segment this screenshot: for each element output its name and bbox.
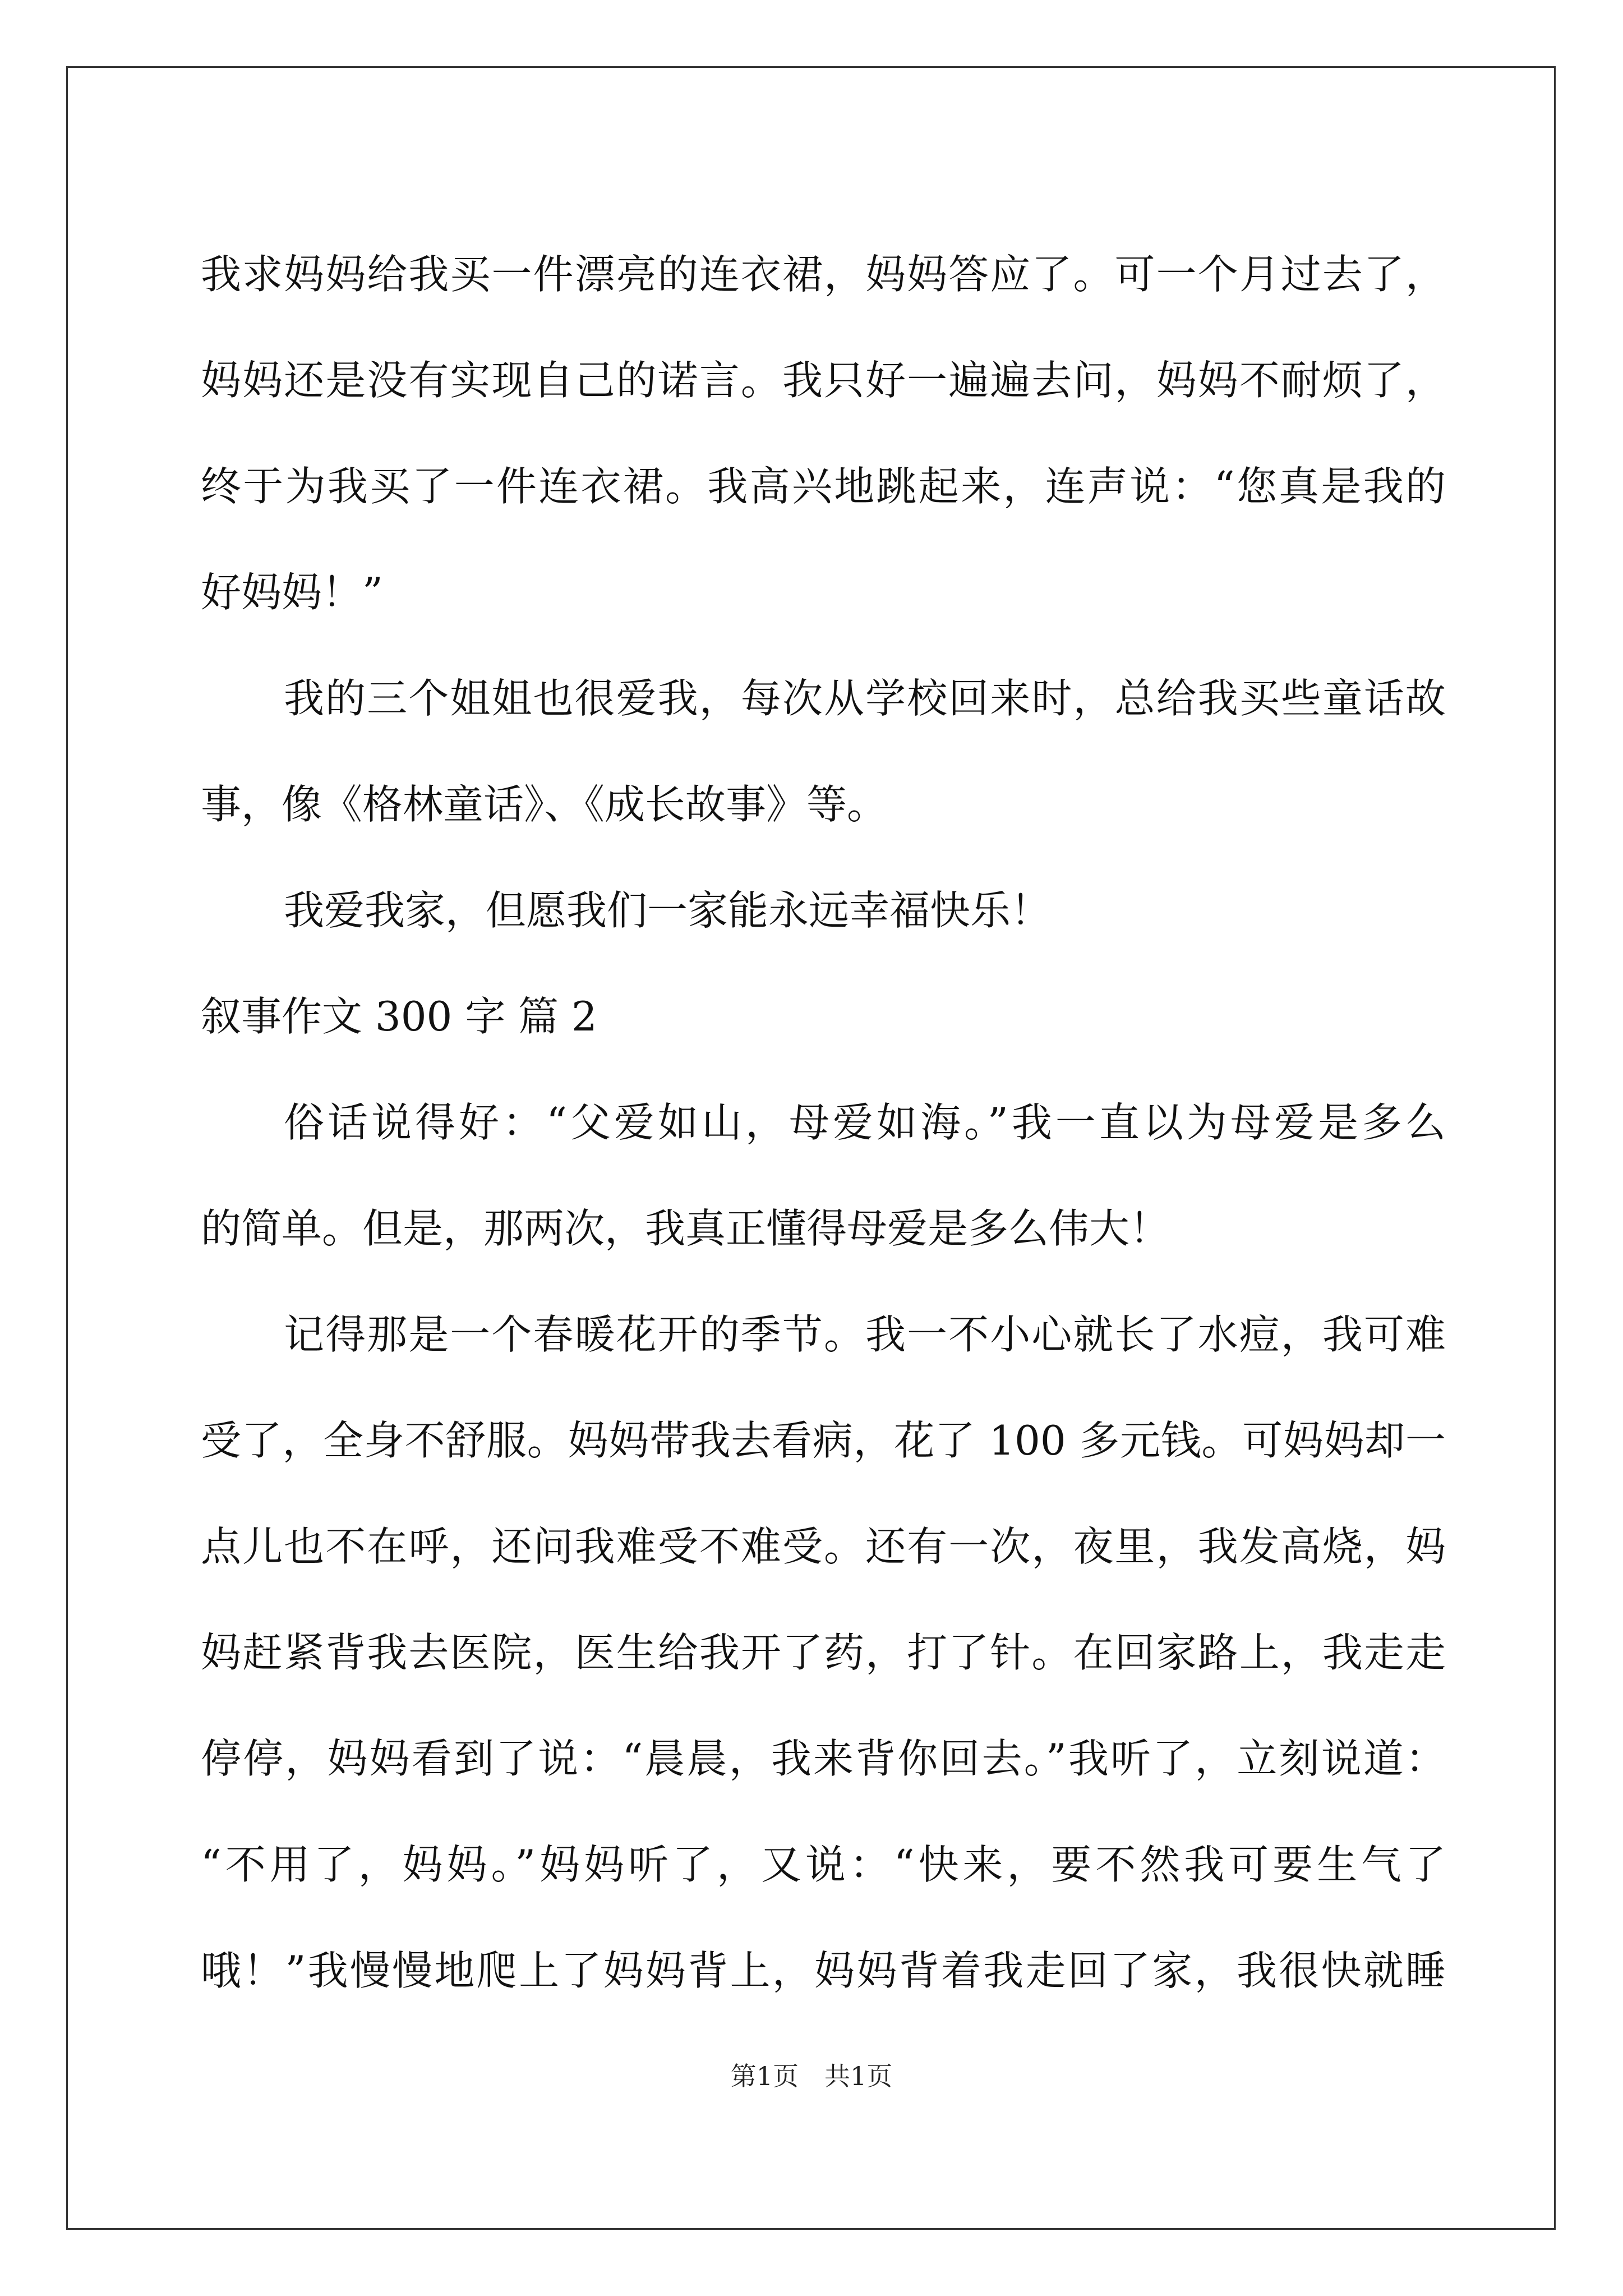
document-body [201, 222, 1446, 2024]
section-heading: 叙事作文 300 字 篇 2 [201, 993, 597, 1040]
paragraph-line: 终于为我买了一件连衣裙。我高兴地跳起来，连声说：“您真是我的 [201, 463, 1446, 510]
paragraph-line: 事，像《格林童话》、《成长故事》等。 [201, 781, 888, 828]
paragraph-line: 的简单。但是，那两次，我真正懂得母爱是多么伟大！ [201, 1205, 1170, 1252]
paragraph-line: 哦！”我慢慢地爬上了妈妈背上，妈妈背着我走回了家，我很快就睡 [201, 1947, 1446, 1994]
paragraph-line: 点儿也不在呼，还问我难受不难受。还有一次，夜里，我发高烧，妈 [201, 1523, 1446, 1570]
paragraph-line: 记得那是一个春暖花开的季节。我一不小心就长了水痘，我可难 [284, 1311, 1446, 1358]
paragraph-line: 我求妈妈给我买一件漂亮的连衣裙，妈妈答应了。可一个月过去了， [201, 251, 1446, 298]
paragraph-line: 受了，全身不舒服。妈妈带我去看病，花了 100 多元钱。可妈妈却一 [201, 1417, 1446, 1464]
paragraph-line: 妈妈还是没有实现自己的诺言。我只好一遍遍去问，妈妈不耐烦了， [201, 357, 1446, 404]
page-footer [0, 2056, 1623, 2093]
paragraph-line: “不用了，妈妈。”妈妈听了，又说：“快来，要不然我可要生气了 [201, 1841, 1446, 1888]
paragraph-line: 俗话说得好：“父爱如山，母爱如海。”我一直以为母爱是多么 [284, 1099, 1446, 1146]
paragraph-line: 我爱我家，但愿我们一家能永远幸福快乐！ [284, 887, 1052, 934]
paragraph-line: 妈赶紧背我去医院，医生给我开了药，打了针。在回家路上，我走走 [201, 1629, 1446, 1676]
page-total: 共1页 [824, 2061, 893, 2091]
paragraph-line: 停停，妈妈看到了说：“晨晨，我来背你回去。”我听了，立刻说道： [201, 1735, 1446, 1782]
paragraph-line: 好妈妈！” [201, 569, 383, 616]
paragraph-line: 我的三个姐姐也很爱我，每次从学校回来时，总给我买些童话故 [284, 675, 1446, 722]
page-number: 第1页 [730, 2061, 799, 2091]
